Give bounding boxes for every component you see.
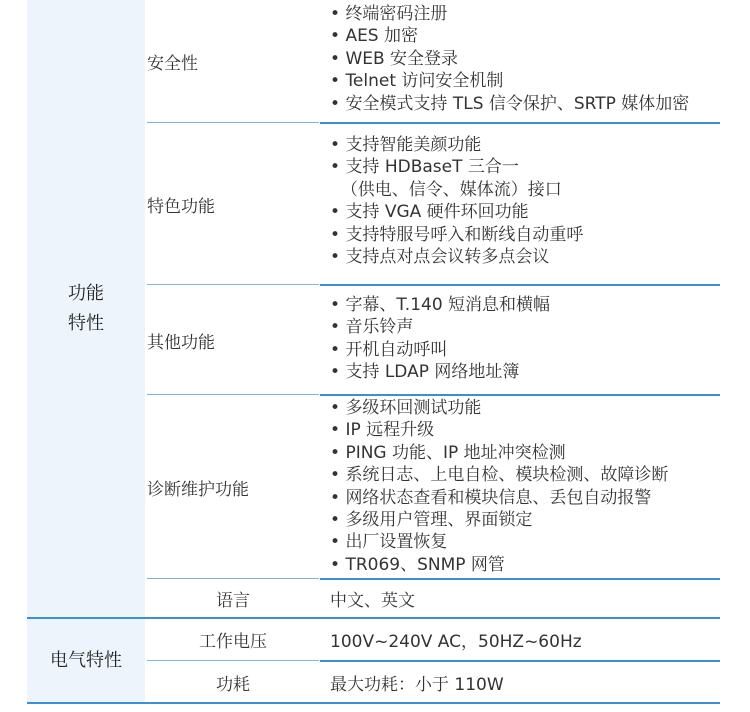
row-label-text: 语言 <box>216 591 250 611</box>
list-item: • TR069、SNMP 网管 <box>330 554 730 576</box>
list-item: • 多级用户管理、界面锁定 <box>330 509 730 531</box>
row-value-language <box>330 580 730 617</box>
category-electrical-label: 电气特性 <box>50 649 122 671</box>
list-item: • 字幕、T.140 短消息和横幅 <box>330 294 730 316</box>
divider <box>320 394 720 396</box>
list-item: • WEB 安全登录 <box>330 48 730 70</box>
list-item: • 多级环回测试功能 <box>330 397 730 419</box>
list-item: • 出厂设置恢复 <box>330 531 730 553</box>
row-value-security <box>330 3 730 115</box>
list-item: • 开机自动呼叫 <box>330 339 730 361</box>
row-label-security <box>147 0 319 122</box>
bottom-divider <box>27 702 720 704</box>
row-value-other <box>330 294 730 384</box>
list-item: • Telnet 访问安全机制 <box>330 70 730 92</box>
row-label-text: 诊断维护功能 <box>147 479 249 500</box>
row-value-diagnostics <box>330 397 730 576</box>
row-label-text: 其他功能 <box>147 332 215 353</box>
row-label-features <box>147 124 319 284</box>
row-label-text: 安全性 <box>147 53 198 74</box>
row-label-text: 特色功能 <box>147 196 215 217</box>
divider <box>147 122 319 123</box>
list-item: • 支持 HDBaseT 三合一 <box>330 156 730 178</box>
divider <box>320 122 720 124</box>
list-item: • 支持 LDAP 网络地址簿 <box>330 361 730 383</box>
list-item: • IP 远程升级 <box>330 419 730 441</box>
list-item: • 支持 VGA 硬件环回功能 <box>330 201 730 223</box>
list-item: • PING 功能、IP 地址冲突检测 <box>330 442 730 464</box>
row-label-text: 工作电压 <box>199 632 267 652</box>
row-value-text: 100V~240V AC，50HZ~60Hz <box>330 632 582 652</box>
category-features-line2: 特性 <box>68 312 104 334</box>
row-label-language <box>147 580 319 617</box>
list-item: • 网络状态查看和模块信息、丢包自动报警 <box>330 487 730 509</box>
list-item: • 安全模式支持 TLS 信令保护、SRTP 媒体加密 <box>330 93 730 115</box>
divider <box>320 284 720 286</box>
list-item: • 系统日志、上电自检、模块检测、故障诊断 <box>330 464 730 486</box>
row-value-power <box>330 662 730 702</box>
row-label-power <box>147 662 319 702</box>
list-item: • 终端密码注册 <box>330 3 730 25</box>
list-item: • 支持点对点会议转多点会议 <box>330 246 730 268</box>
list-item: • 支持智能美颜功能 <box>330 134 730 156</box>
row-label-voltage <box>147 619 319 660</box>
divider <box>147 284 319 285</box>
category-electrical <box>27 619 145 702</box>
row-label-text: 功耗 <box>216 674 250 695</box>
list-item: （供电、信令、媒体流）接口 <box>340 179 562 200</box>
category-features <box>27 0 145 617</box>
row-value-features <box>330 134 730 268</box>
divider <box>147 394 319 395</box>
list-item: • 支持特服号呼入和断线自动重呼 <box>330 224 730 246</box>
list-item: • AES 加密 <box>330 25 730 47</box>
row-label-diagnostics <box>147 396 319 578</box>
row-value-voltage <box>330 619 730 660</box>
row-value-text: 最大功耗：小于 110W <box>330 674 504 695</box>
divider <box>147 660 319 661</box>
category-features-line1: 功能 <box>68 282 104 304</box>
divider <box>147 578 319 579</box>
row-value-text: 中文、英文 <box>330 591 415 611</box>
list-item: • 音乐铃声 <box>330 316 730 338</box>
row-label-other <box>147 286 319 394</box>
